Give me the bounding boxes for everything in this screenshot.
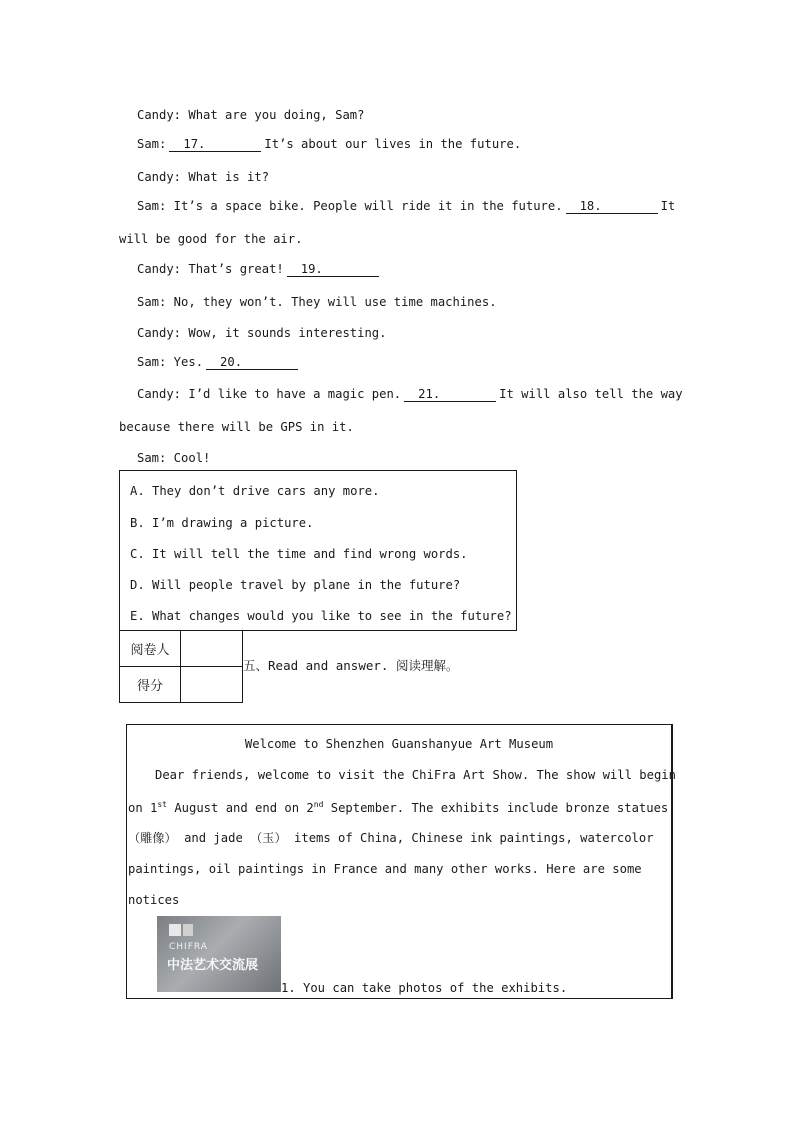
speaker-text: Sam: (137, 137, 167, 151)
answer-blank: 17. (169, 138, 261, 152)
dialogue-line (137, 137, 521, 152)
section-title-en: Read and answer. (268, 658, 389, 673)
poster-title: 中法艺术交流展 (167, 958, 259, 973)
notice-item: 1. You can take photos of the exhibits. (281, 981, 568, 995)
passage-line: paintings, oil paintings in France and many other works. Here are some (128, 862, 642, 876)
dialogue-text: Candy: I’d like to have a magic pen. (137, 387, 402, 401)
dialogue-line: will be good for the air. (119, 232, 303, 246)
reviewer-label: 阅卷人 (120, 631, 181, 667)
dialogue-line: Candy: Wow, it sounds interesting. (137, 326, 387, 340)
options-box (119, 470, 517, 631)
section-title-cn: 阅读理解。 (395, 658, 459, 673)
dialogue-line (137, 387, 683, 402)
answer-blank: 21. (404, 388, 496, 402)
dialogue-line: Candy: What is it? (137, 170, 270, 184)
passage-title: Welcome to Shenzhen Guanshanyue Art Museum (244, 737, 554, 751)
option-c: C. It will tell the time and find wrong words. (130, 547, 468, 561)
answer-blank: 19. (287, 263, 379, 277)
dialogue-line: Sam: No, they won’t. They will use time machines. (137, 295, 497, 309)
exhibition-poster-image (157, 916, 281, 992)
dialogue-line (137, 262, 382, 277)
dialogue-text: Candy: That’s great! (137, 262, 284, 276)
answer-blank: 18. (566, 200, 658, 214)
score-cell[interactable] (181, 667, 243, 703)
passage-line: notices (128, 893, 180, 907)
section-number: 五、 (243, 658, 269, 673)
option-a: A. They don’t drive cars any more. (130, 484, 380, 498)
logo-icon (183, 924, 193, 936)
answer-blank: 20. (206, 356, 298, 370)
dialogue-text: It will also tell the way (499, 387, 683, 401)
passage-line: on 1st August and end on 2nd September. The exhibits include bronze statues (128, 800, 669, 816)
score-label: 得分 (120, 667, 181, 703)
logo-icon (169, 924, 181, 936)
dialogue-line: Sam: Cool! (137, 451, 211, 465)
dialogue-line: because there will be GPS in it. (119, 420, 354, 434)
dialogue-text: Sam: It’s a space bike. People will ride it in the future. (137, 199, 563, 213)
dialogue-text: It’s about our lives in the future. (264, 137, 522, 151)
dialogue-line: Candy: What are you doing, Sam? (137, 108, 365, 122)
passage-line: Dear friends, welcome to visit the ChiFra Art Show. The show will begin (155, 768, 676, 782)
dialogue-text: It (660, 199, 676, 213)
dialogue-line (137, 199, 675, 214)
score-table (119, 630, 243, 703)
option-d: D. Will people travel by plane in the future? (130, 578, 461, 592)
option-b: B. I’m drawing a picture. (130, 516, 314, 530)
dialogue-line (137, 355, 301, 370)
dialogue-text: Sam: Yes. (137, 355, 204, 369)
section-heading (243, 656, 458, 674)
reviewer-cell[interactable] (181, 631, 243, 667)
passage-line: （雕像） and jade （玉） items of China, Chinese ink paintings, watercolor (128, 831, 654, 845)
option-e: E. What changes would you like to see in the future? (130, 609, 512, 623)
poster-brand: CHIFRA (169, 942, 208, 952)
reading-passage (126, 724, 676, 999)
